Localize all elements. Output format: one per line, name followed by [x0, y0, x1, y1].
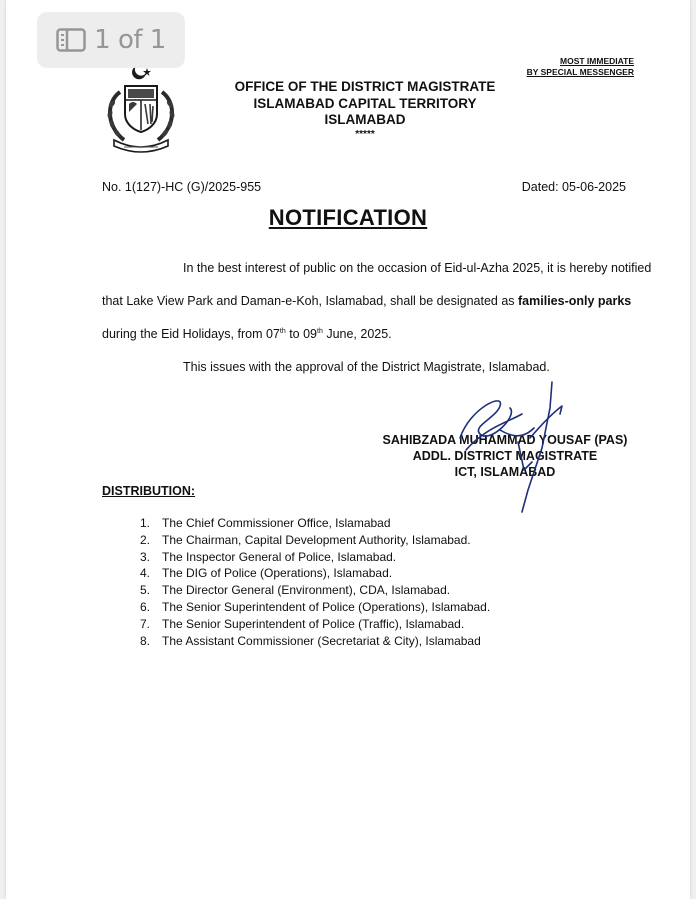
distribution-list	[140, 515, 490, 649]
distribution-heading: DISTRIBUTION:	[102, 484, 196, 498]
office-stars: *****	[355, 128, 375, 140]
families-only-parks: families-only parks	[518, 294, 632, 308]
list-item-text: The Chairman, Capital Development Authority, Islamabad.	[162, 532, 471, 547]
ordinal-suffix-1: th	[279, 328, 286, 335]
priority-line-1: MOST IMMEDIATE	[560, 56, 634, 66]
list-item-number: 4.	[140, 566, 151, 581]
priority-marking	[527, 56, 634, 78]
signatory-name: SAHIBZADA MUHAMMAD YOUSAF (PAS)	[382, 433, 628, 447]
priority-line-2: BY SPECIAL MESSENGER	[526, 67, 634, 77]
list-item	[140, 599, 490, 616]
list-item-number: 7.	[140, 616, 151, 631]
list-item-number: 6.	[140, 599, 151, 614]
body-line-4: This issues with the approval of the District Magistrate, Islamabad.	[183, 360, 550, 374]
ordinal-suffix-2: th	[317, 328, 323, 335]
reference-number: No. 1(127)-HC (G)/2025-955	[102, 180, 262, 194]
list-item-text: The Assistant Commissioner (Secretariat & City), Islamabad	[162, 633, 481, 648]
body-line-3-b: to 09	[285, 327, 317, 341]
list-item-text: The Senior Superintendent of Police (Traffic), Islamabad.	[162, 616, 465, 631]
handwritten-signature	[430, 378, 580, 518]
list-item-number: 8.	[140, 633, 151, 648]
document-pages-icon	[56, 28, 86, 52]
list-item-number: 3.	[140, 549, 151, 564]
list-item-text: The DIG of Police (Operations), Islamabad.	[162, 566, 393, 581]
list-item	[140, 549, 490, 566]
list-item-text: The Chief Commissioner Office, Islamabad	[162, 516, 391, 530]
list-item	[140, 532, 490, 549]
list-item	[140, 616, 490, 633]
list-item-number: 1.	[140, 516, 151, 530]
office-heading	[220, 79, 510, 141]
office-line-3: ISLAMABAD	[324, 112, 406, 127]
date-line: Dated: 05-06-2025	[521, 180, 626, 194]
signatory-designation: ADDL. DISTRICT MAGISTRATE	[412, 449, 598, 463]
body-line-3	[102, 327, 392, 341]
list-item-text: The Senior Superintendent of Police (Operations), Islamabad.	[162, 599, 491, 614]
list-item	[140, 515, 490, 532]
list-item-text: The Director General (Environment), CDA, Islamabad.	[162, 583, 451, 598]
office-line-2: ISLAMABAD CAPITAL TERRITORY	[253, 95, 477, 111]
body-line-2-text: that Lake View Park and Daman-e-Koh, Islamabad, shall be designated as	[102, 294, 515, 308]
page-indicator-text: 1 of 1	[94, 25, 166, 55]
signatory-office: ICT, ISLAMABAD	[454, 465, 556, 479]
body-line-1: In the best interest of public on the occasion of Eid-ul-Azha 2025, it is hereby notified	[183, 261, 652, 275]
list-item-text: The Inspector General of Police, Islamabad.	[162, 549, 397, 564]
body-line-3-c: June, 2025.	[322, 327, 392, 341]
list-item-number: 5.	[140, 583, 151, 598]
state-emblem-icon	[98, 62, 184, 154]
list-item-number: 2.	[140, 532, 151, 547]
list-item	[140, 582, 490, 599]
page-indicator[interactable]	[37, 12, 185, 68]
body-line-3-a: during the Eid Holidays, from 07	[102, 327, 280, 341]
body-line-2	[102, 294, 632, 308]
notification-title: NOTIFICATION	[268, 205, 428, 230]
list-item	[140, 565, 490, 582]
list-item	[140, 633, 490, 650]
office-line-1: OFFICE OF THE DISTRICT MAGISTRATE	[234, 79, 496, 94]
